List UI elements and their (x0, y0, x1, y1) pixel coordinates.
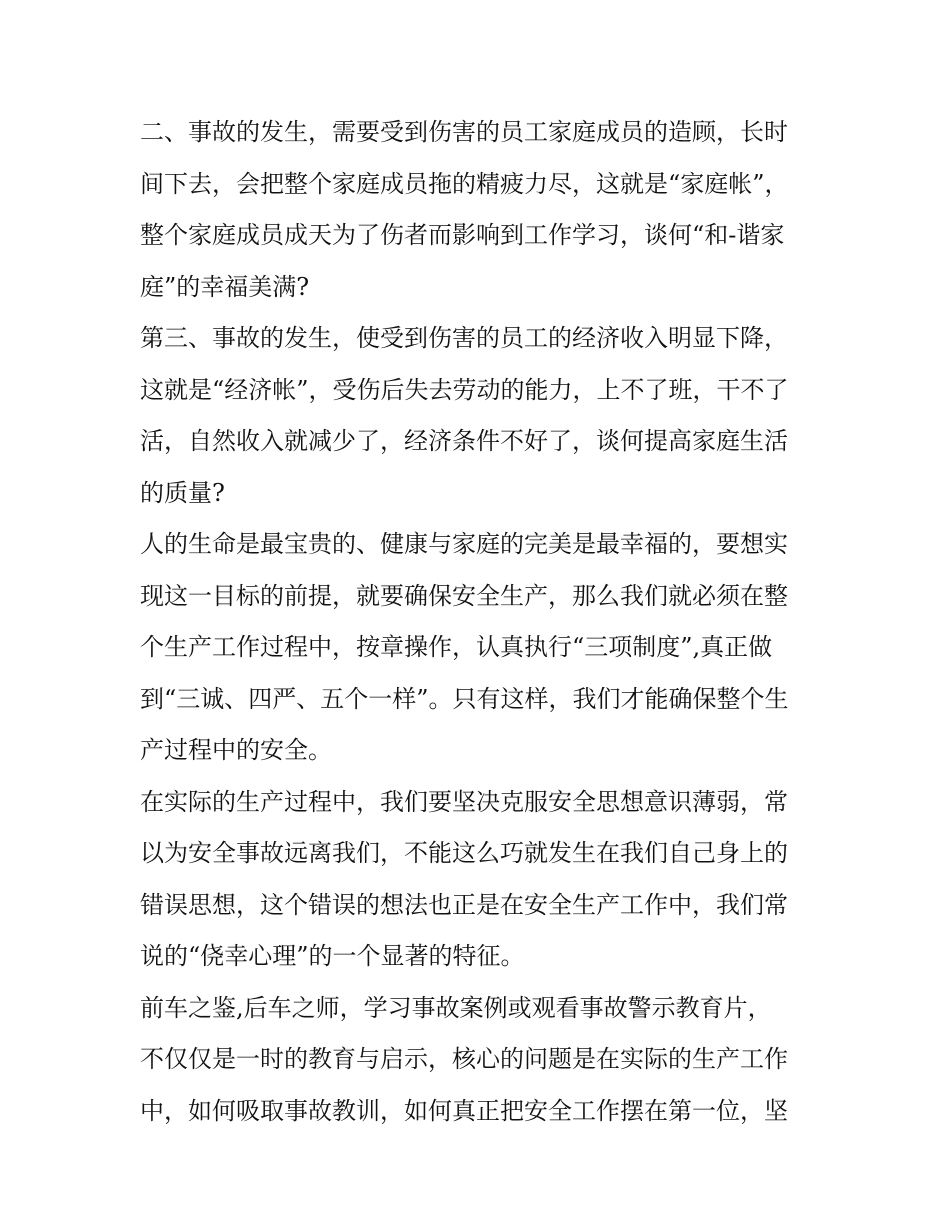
text-line: 整个家庭成员成天为了伤者而影响到工作学习，谈何“和-谐家 (140, 221, 785, 249)
text-line: 以为安全事故远离我们，不能这么巧就发生在我们自己身上的 (140, 839, 788, 867)
text-line: 二、事故的发生，需要受到伤害的员工家庭成员的造顾，长时 (140, 118, 788, 146)
text-line: 在实际的生产过程中，我们要坚决克服安全思想意识薄弱，常 (140, 787, 788, 816)
text-line: 的质量? (140, 478, 225, 507)
text-line: 前车之鉴,后车之师，学习事故案例或观看事故警示教育片， (140, 993, 772, 1022)
text-line: 错误思想，这个错误的想法也正是在安全生产工作中，我们常 (140, 890, 788, 919)
text-line: 现这一目标的前提，就要确保安全生产，那么我们就必须在整 (140, 581, 788, 610)
text-line: 产过程中的安全。 (140, 736, 332, 764)
text-line: 说的“侥幸心理”的一个显著的特征。 (140, 942, 525, 970)
text-line: 庭”的幸福美满? (140, 272, 310, 301)
text-line: 个生产工作过程中，按章操作，认真执行“三项制度”,真正做 (140, 633, 773, 661)
text-line: 间下去，会把整个家庭成员拖的精疲力尽，这就是“家庭帐”， (140, 169, 789, 198)
text-line: 到“三诚、四严、五个一样”。只有这样，我们才能确保整个生 (140, 684, 789, 713)
document-body (140, 107, 820, 1137)
text-line: 第三、事故的发生，使受到伤害的员工的经济收入明显下降， (140, 324, 788, 352)
text-line: 活，自然收入就减少了，经济条件不好了，谈何提高家庭生活 (140, 427, 788, 455)
text-line: 这就是“经济帐”，受伤后失去劳动的能力，上不了班，干不了 (140, 375, 789, 404)
text-line: 人的生命是最宝贵的、健康与家庭的完美是最幸福的，要想实 (140, 530, 788, 558)
text-line: 中，如何吸取事故教训，如何真正把安全工作摆在第一位，坚 (140, 1096, 788, 1125)
text-line: 不仅仅是一时的教育与启示，核心的问题是在实际的生产工作 (140, 1045, 788, 1073)
